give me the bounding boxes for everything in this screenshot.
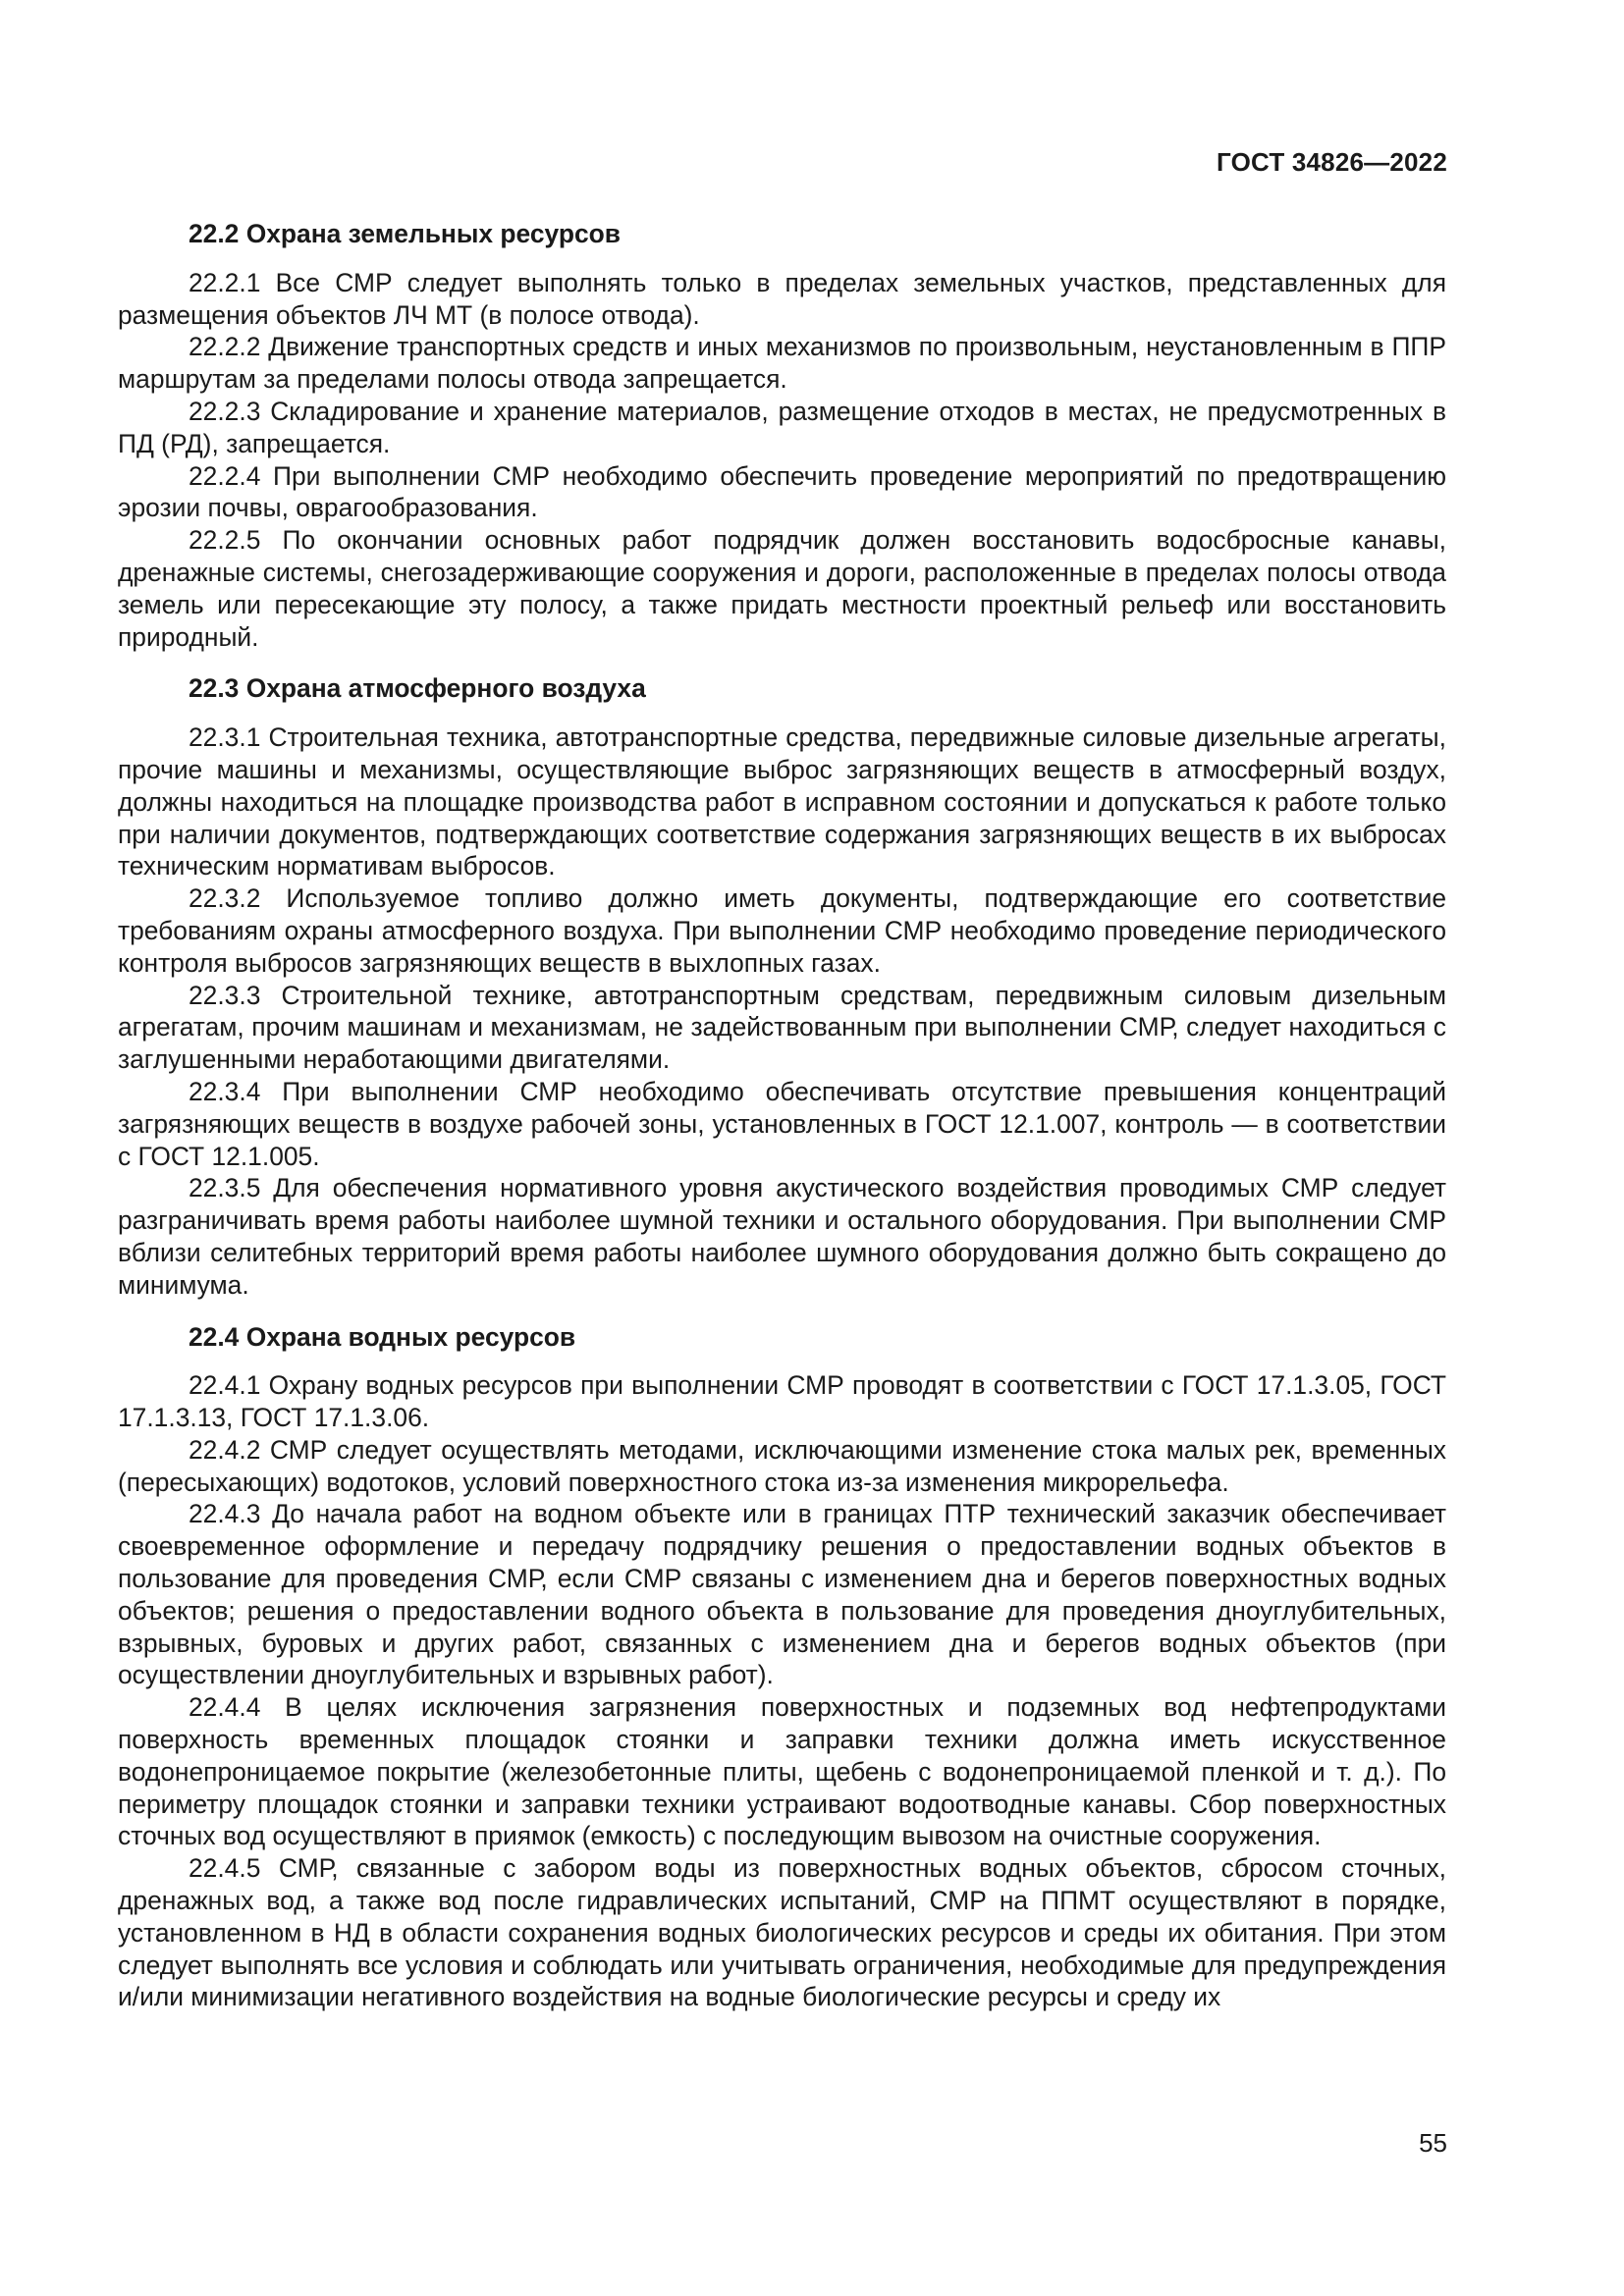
section-land-resources — [118, 218, 1446, 653]
section-water-resources — [118, 1321, 1446, 2014]
paragraph-22-4-4: 22.4.4 В целях исключения загрязнения поверхностных и подземных вод нефтепродуктами поверхность временных площадок стоянки и заправки техники должна иметь искусственное водонепроницаемое покрытие (железобетонные плиты, щебень с водонепроницаемой пленкой и т. д.). По периметру площадок стоянки и заправки техники устраивают водоотводные канавы. Сбор поверхностных сточных вод осуществляют в приямок (емкость) с последующим вывозом на очистные сооружения. — [118, 1692, 1446, 1851]
paragraph-22-4-3: 22.4.3 До начала работ на водном объекте или в границах ПТР технический заказчик обеспечивает своевременное оформление и передачу подрядчику решения о предоставлении водных объектов в пользование для проведения СМР, если СМР связаны с изменением дна и берегов поверхностных водных объектов; решения о предоставлении водного объекта в пользование для проведения дноуглубительных, взрывных, буровых и других работ, связанных с изменением дна и берегов водных объектов (при осуществлении дноуглубительных и взрывных работ). — [118, 1499, 1446, 1690]
paragraph-22-2-5: 22.2.5 По окончании основных работ подрядчик должен восстановить водосбросные канавы, дренажные системы, снегозадерживающие сооружения и дороги, расположенные в пределах полосы отвода земель или пересекающие эту полосу, а также придать местности проектный рельеф или восстановить природный. — [118, 525, 1446, 652]
document-body — [118, 218, 1446, 2033]
paragraph-22-2-3: 22.2.3 Складирование и хранение материалов, размещение отходов в местах, не предусмотренных в ПД (РД), запрещается. — [118, 396, 1446, 458]
paragraph-22-3-4: 22.3.4 При выполнении СМР необходимо обеспечивать отсутствие превышения концентраций загрязняющих веществ в воздухе рабочей зоны, установленных в ГОСТ 12.1.007, контроль — в соответствии с ГОСТ 12.1.005. — [118, 1076, 1446, 1171]
page-number: 55 — [1419, 2128, 1447, 2158]
paragraph-22-4-1: 22.4.1 Охрану водных ресурсов при выполнении СМР проводят в соответствии с ГОСТ 17.1.3.05, ГОСТ 17.1.3.13, ГОСТ 17.1.3.06. — [118, 1370, 1446, 1433]
paragraph-22-3-2: 22.3.2 Используемое топливо должно иметь документы, подтверждающие его соответствие требованиям охраны атмосферного воздуха. При выполнении СМР необходимо проведение периодического контроля выбросов загрязняющих веществ в выхлопных газах. — [118, 883, 1446, 978]
paragraph-22-3-5: 22.3.5 Для обеспечения нормативного уровня акустического воздействия проводимых СМР следует разграничивать время работы наиболее шумной техники и остального оборудования. При выполнении СМР вблизи селитебных территорий время работы наиболее шумного оборудования должно быть сокращено до минимума. — [118, 1173, 1446, 1300]
section-title: 22.2 Охрана земельных ресурсов — [189, 219, 622, 248]
paragraph-22-2-1: 22.2.1 Все СМР следует выполнять только в пределах земельных участков, представленных для размещения объектов ЛЧ МТ (в полосе отвода). — [118, 267, 1446, 330]
paragraph-22-4-5: 22.4.5 СМР, связанные с забором воды из поверхностных водных объектов, сбросом сточных, дренажных вод, а также вод после гидравлических испытаний, СМР на ППМТ осуществляют в порядке, установленном в НД в области сохранения водных биологических ресурсов и среды их обитания. При этом следует выполнять все условия и соблюдать или учитывать ограничения, необходимые для предупреждения и/или минимизации негативного воздействия на водные биологические ресурсы и среду их — [118, 1853, 1446, 2012]
paragraph-22-2-2: 22.2.2 Движение транспортных средств и иных механизмов по произвольным, неустановленным в ППР маршрутам за пределами полосы отвода запрещается. — [118, 332, 1446, 395]
paragraph-22-3-1: 22.3.1 Строительная техника, автотранспортные средства, передвижные силовые дизельные агрегаты, прочие машины и механизмы, осуществляющие выброс загрязняющих веществ в атмосферный воздух, должны находиться на площадке производства работ в исправном состоянии и допускаться к работе только при наличии документов, подтверждающих соответствие содержания загрязняющих веществ в их выбросах техническим нормативам выбросов. — [118, 722, 1446, 881]
document-id: ГОСТ 34826—2022 — [1217, 147, 1447, 177]
paragraph-22-4-2: 22.4.2 СМР следует осуществлять методами, исключающими изменение стока малых рек, временных (пересыхающих) водотоков, условий поверхностного стока из-за изменения микрорельефа. — [118, 1434, 1446, 1497]
paragraph-22-3-3: 22.3.3 Строительной технике, автотранспортным средствам, передвижным силовым дизельным агрегатам, прочим машинам и механизмам, не задействованным при выполнении СМР, следует находиться с заглушенными неработающими двигателями. — [118, 980, 1446, 1075]
section-atmospheric-air — [118, 672, 1446, 1301]
paragraph-22-2-4: 22.2.4 При выполнении СМР необходимо обеспечить проведение мероприятий по предотвращению эрозии почвы, оврагообразования. — [118, 460, 1446, 523]
section-title: 22.4 Охрана водных ресурсов — [189, 1321, 576, 1352]
section-title: 22.3 Охрана атмосферного воздуха — [189, 673, 646, 704]
